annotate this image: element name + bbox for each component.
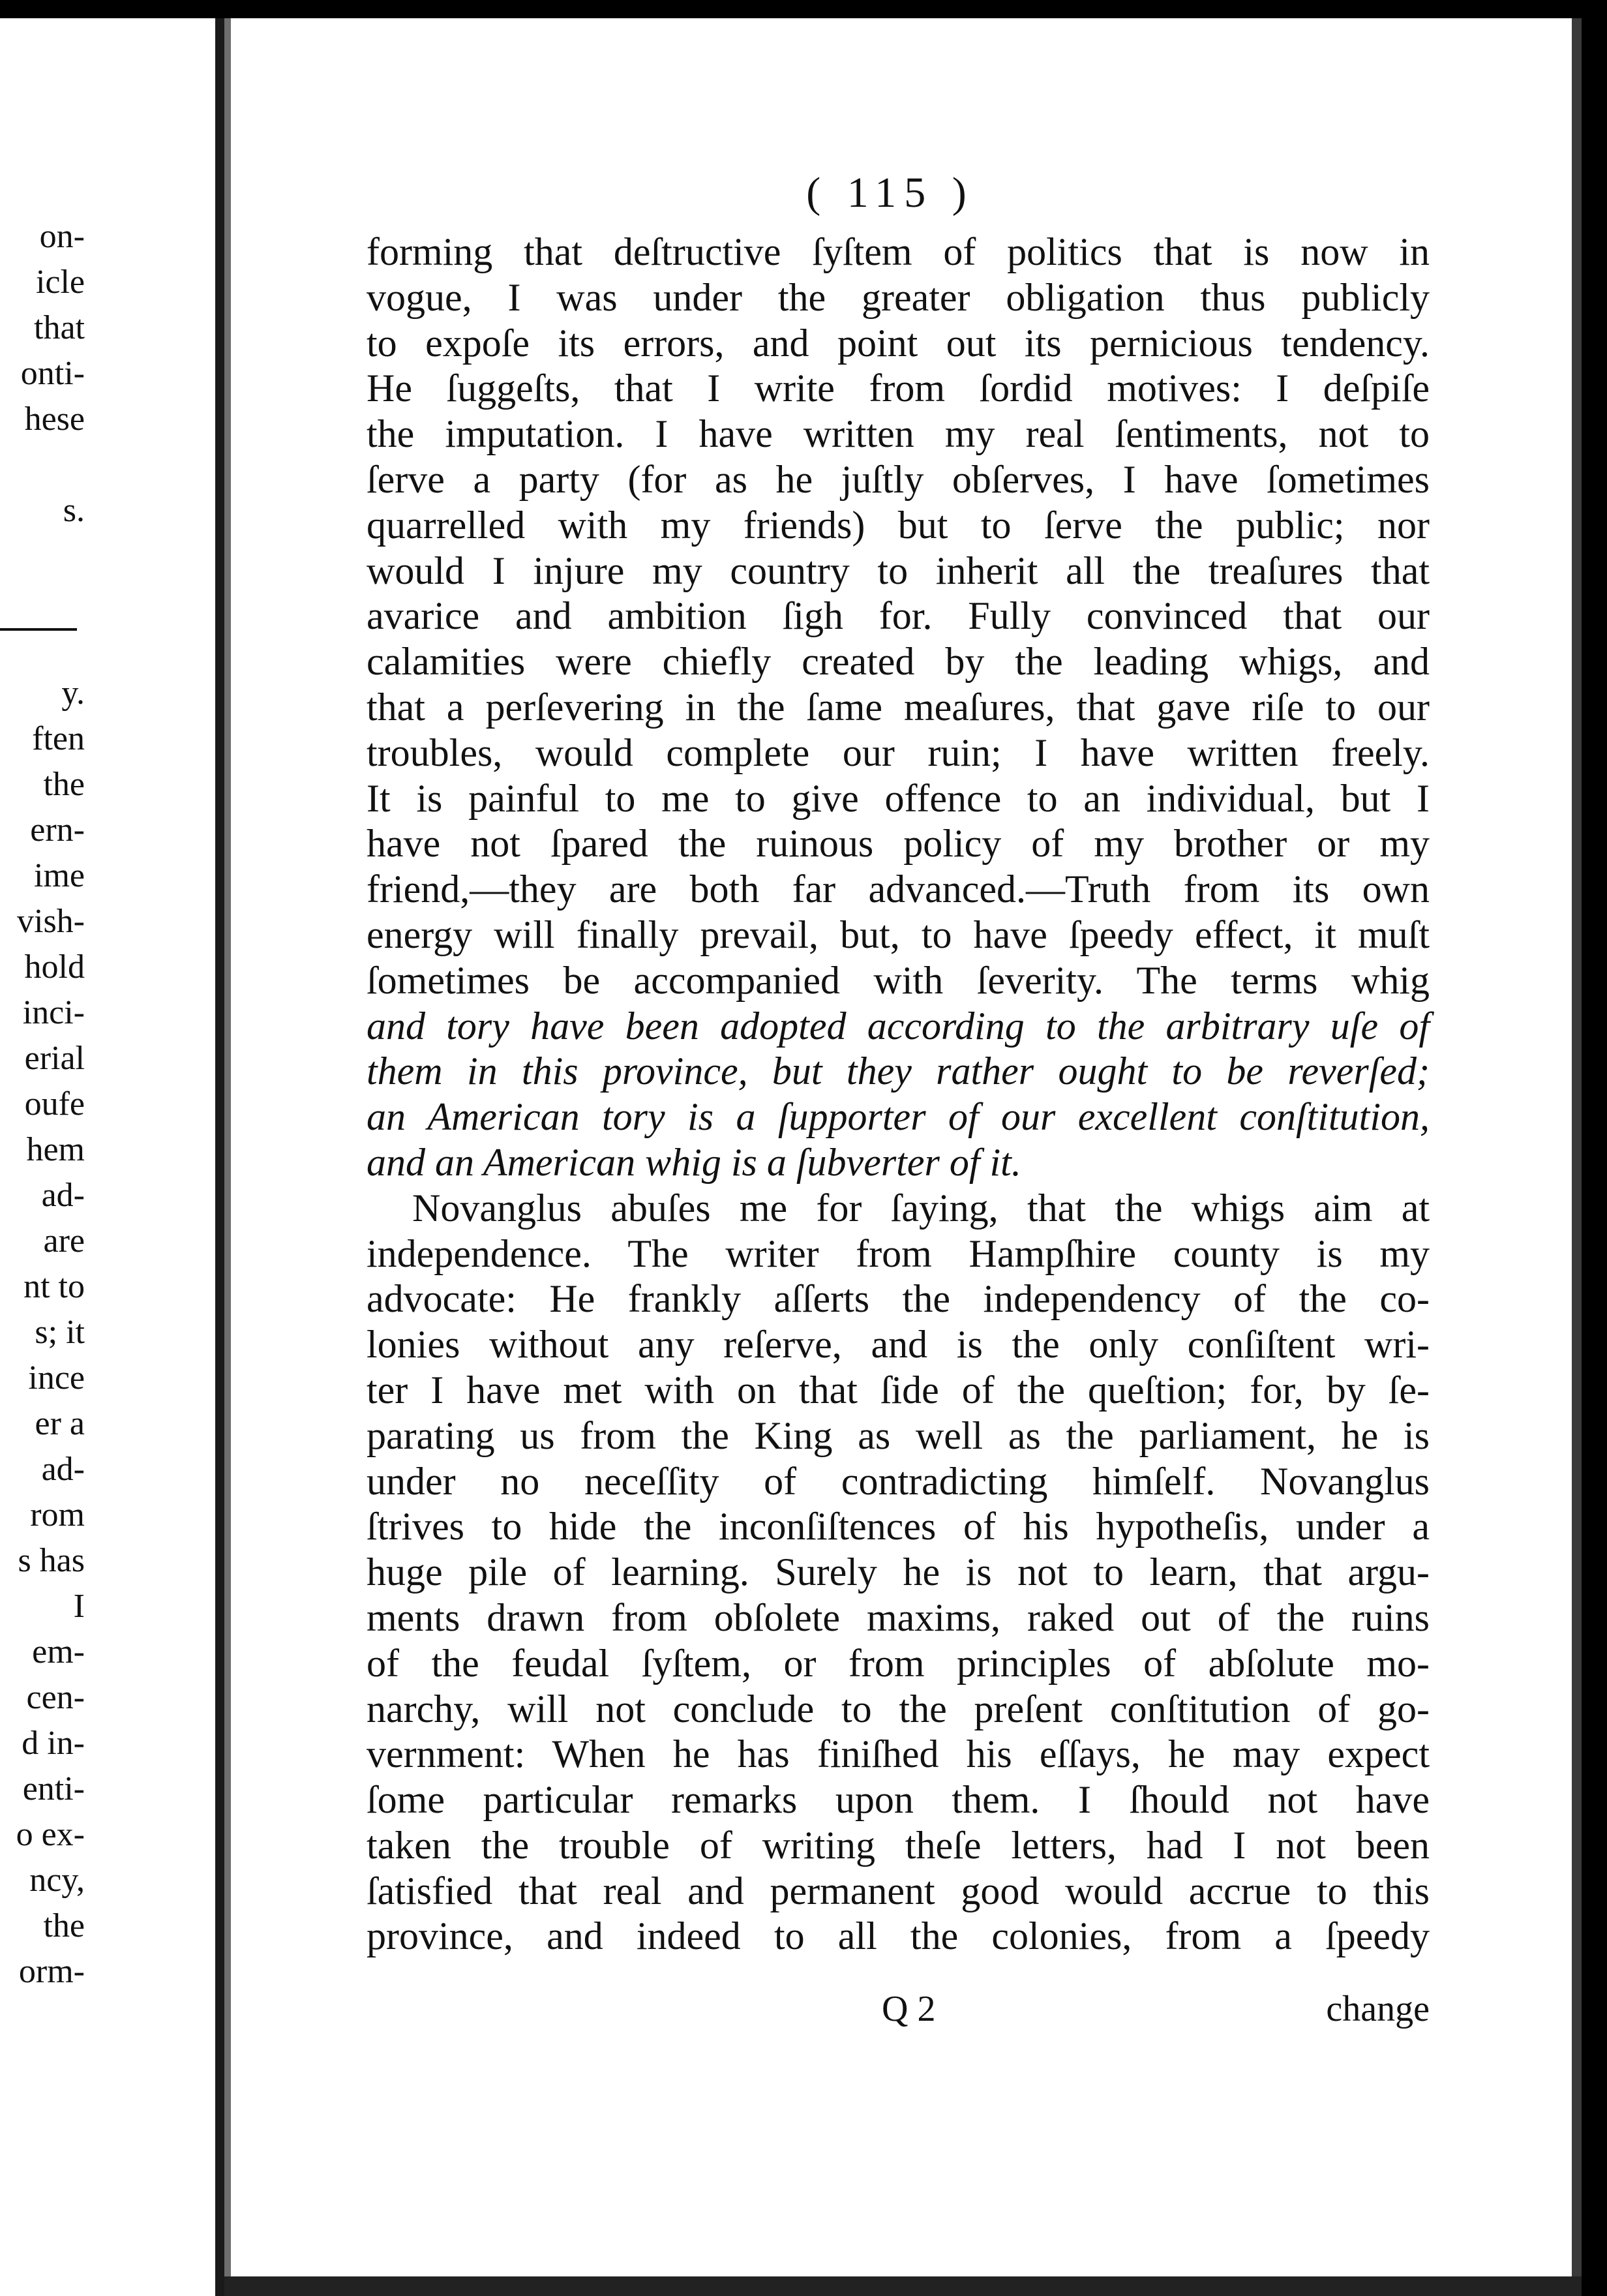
- scan-right-shadow: [1572, 18, 1582, 2296]
- facing-page-line: ad-: [41, 1451, 85, 1488]
- text-line: them in this province, but they rather ought to be reverſed;: [367, 1050, 1430, 1093]
- text-line: forming that deſtructive ſyſtem of politics that is now in: [367, 230, 1430, 273]
- facing-page-line: cen-: [26, 1679, 85, 1716]
- text-line: ter I have met with on that ſide of the queſtion; for, by ſe-: [367, 1368, 1430, 1412]
- page-body-text: [367, 230, 1430, 1959]
- facing-page-line: [0, 442, 85, 488]
- text-line: calamities were chiefly created by the leading whigs, and: [367, 640, 1430, 684]
- facing-page-line: that: [34, 309, 85, 346]
- facing-page-line: orm-: [18, 1953, 85, 1990]
- facing-page-line: rom: [30, 1496, 85, 1533]
- book-gutter: [215, 18, 224, 2296]
- facing-page-fragment: [0, 18, 215, 2296]
- page-footer: [367, 1988, 1430, 2034]
- facing-page-line: oufe: [24, 1085, 85, 1123]
- text-line: quarrelled with my friends) but to ſerve the public; nor: [367, 503, 1430, 547]
- text-line: under no neceſſity of contradicting himſelf. Novanglus: [367, 1459, 1430, 1503]
- facing-page-line: enti-: [22, 1770, 85, 1807]
- facing-page-line: vish-: [17, 903, 85, 940]
- text-line: parating us from the King as well as the parliament, he is: [367, 1413, 1430, 1457]
- facing-page-line: y.: [61, 674, 85, 712]
- facing-page-line: are: [43, 1222, 85, 1260]
- facing-page-line: er a: [35, 1405, 85, 1442]
- text-line: avarice and ambition ſigh for. Fully convinced that our: [367, 594, 1430, 638]
- facing-page-line: d in-: [22, 1725, 85, 1762]
- facing-page-rule: [0, 628, 77, 631]
- facing-page-line: the: [43, 1907, 85, 1944]
- text-line: lonies without any reſerve, and is the only conſiſtent wri-: [367, 1323, 1430, 1367]
- facing-page-line: nt to: [23, 1268, 85, 1305]
- facing-page-line: I: [73, 1588, 85, 1625]
- facing-page-line: ime: [34, 857, 85, 894]
- text-line: province, and indeed to all the colonies, from a ſpeedy: [367, 1914, 1430, 1958]
- text-line: have not ſpared the ruinous policy of my brother or my: [367, 822, 1430, 866]
- text-line: would I injure my country to inherit all the treaſures that: [367, 549, 1430, 592]
- facing-page-line: hold: [24, 948, 85, 986]
- text-line: vogue, I was under the greater obligation thus publicly: [367, 275, 1430, 319]
- page-number: ( 115 ): [806, 169, 974, 217]
- text-line: advocate: He frankly aſſerts the independency of the co-: [367, 1277, 1430, 1321]
- text-line: Novanglus abuſes me for ſaying, that the whigs aim at: [412, 1186, 1430, 1230]
- facing-page-line: hem: [26, 1131, 85, 1168]
- text-line: narchy, will not conclude to the preſent conſtitution of go-: [367, 1687, 1430, 1730]
- facing-page-line: em-: [32, 1633, 85, 1670]
- text-line: of the feudal ſyſtem, or from principles of abſolute mo-: [367, 1641, 1430, 1685]
- text-line: huge pile of learning. Surely he is not to learn, that argu-: [367, 1550, 1430, 1594]
- facing-page-line: s has: [18, 1542, 85, 1579]
- facing-page-line: ad-: [41, 1177, 85, 1214]
- text-line: independence. The writer from Hampſhire county is my: [367, 1231, 1430, 1275]
- facing-page-line: ncy,: [29, 1862, 85, 1899]
- facing-page-line: erial: [24, 1040, 85, 1077]
- catchword: change: [1326, 1989, 1430, 2029]
- facing-page-line: ern-: [30, 811, 85, 849]
- text-line: an American tory is a ſupporter of our excellent conſtitution,: [367, 1095, 1430, 1139]
- signature-mark: Q 2: [882, 1989, 936, 2029]
- text-line: troubles, would complete our ruin; I have written freely.: [367, 731, 1430, 774]
- text-line: It is painful to me to give offence to an individual, but I: [367, 776, 1430, 820]
- text-line: He ſuggeſts, that I write from ſordid motives: I deſpiſe: [367, 367, 1430, 410]
- facing-page-line: [0, 625, 85, 671]
- text-line: ſerve a party (for as he juſtly obſerves, I have ſometimes: [367, 457, 1430, 501]
- facing-page-line: onti-: [20, 355, 85, 392]
- facing-page-line: ften: [32, 720, 85, 757]
- facing-page-line: s.: [63, 492, 85, 529]
- facing-page-line: hese: [24, 400, 85, 438]
- text-line: ſome particular remarks upon them. I ſhould not have: [367, 1778, 1430, 1822]
- facing-page-line: ince: [28, 1359, 85, 1397]
- text-line: ſtrives to hide the inconſiſtences of his hypotheſis, under a: [367, 1505, 1430, 1548]
- text-line: ments drawn from obſolete maxims, raked out of the ruins: [367, 1595, 1430, 1639]
- text-line: ſometimes be accompanied with ſeverity. The terms whig: [367, 958, 1430, 1002]
- facing-page-text: [0, 214, 85, 1995]
- text-line: taken the trouble of writing theſe letters, had I not been: [367, 1823, 1430, 1867]
- facing-page-line: s; it: [35, 1314, 85, 1351]
- facing-page-line: [0, 534, 85, 579]
- facing-page-line: [0, 579, 85, 625]
- text-line: the imputation. I have written my real ſentiments, not to: [367, 412, 1430, 456]
- facing-page-line: icle: [35, 264, 85, 301]
- facing-page-line: on-: [39, 218, 85, 255]
- facing-page-line: inci-: [22, 994, 85, 1031]
- text-line: friend,—they are both far advanced.—Truth from its own: [367, 868, 1430, 911]
- text-line: ſatisfied that real and permanent good would accrue to this: [367, 1869, 1430, 1912]
- text-line: and tory have been adopted according to the arbitrary uſe of: [367, 1004, 1430, 1048]
- text-line: and an American whig is a ſubverter of it.: [367, 1140, 1021, 1184]
- book-gutter-shadow: [224, 18, 231, 2296]
- text-line: to expoſe its errors, and point out its pernicious tendency.: [367, 321, 1430, 365]
- facing-page-line: the: [43, 766, 85, 803]
- scan-top-edge: [0, 0, 1607, 18]
- scan-right-edge: [1582, 18, 1607, 2296]
- text-line: energy will finally prevail, but, to have ſpeedy effect, it muſt: [367, 913, 1430, 956]
- text-line: that a perſevering in the ſame meaſures, that gave riſe to our: [367, 685, 1430, 729]
- text-line: vernment: When he has finiſhed his eſſays, he may expect: [367, 1732, 1430, 1776]
- scan-bottom-edge: [224, 2276, 1582, 2296]
- facing-page-line: o ex-: [16, 1816, 85, 1853]
